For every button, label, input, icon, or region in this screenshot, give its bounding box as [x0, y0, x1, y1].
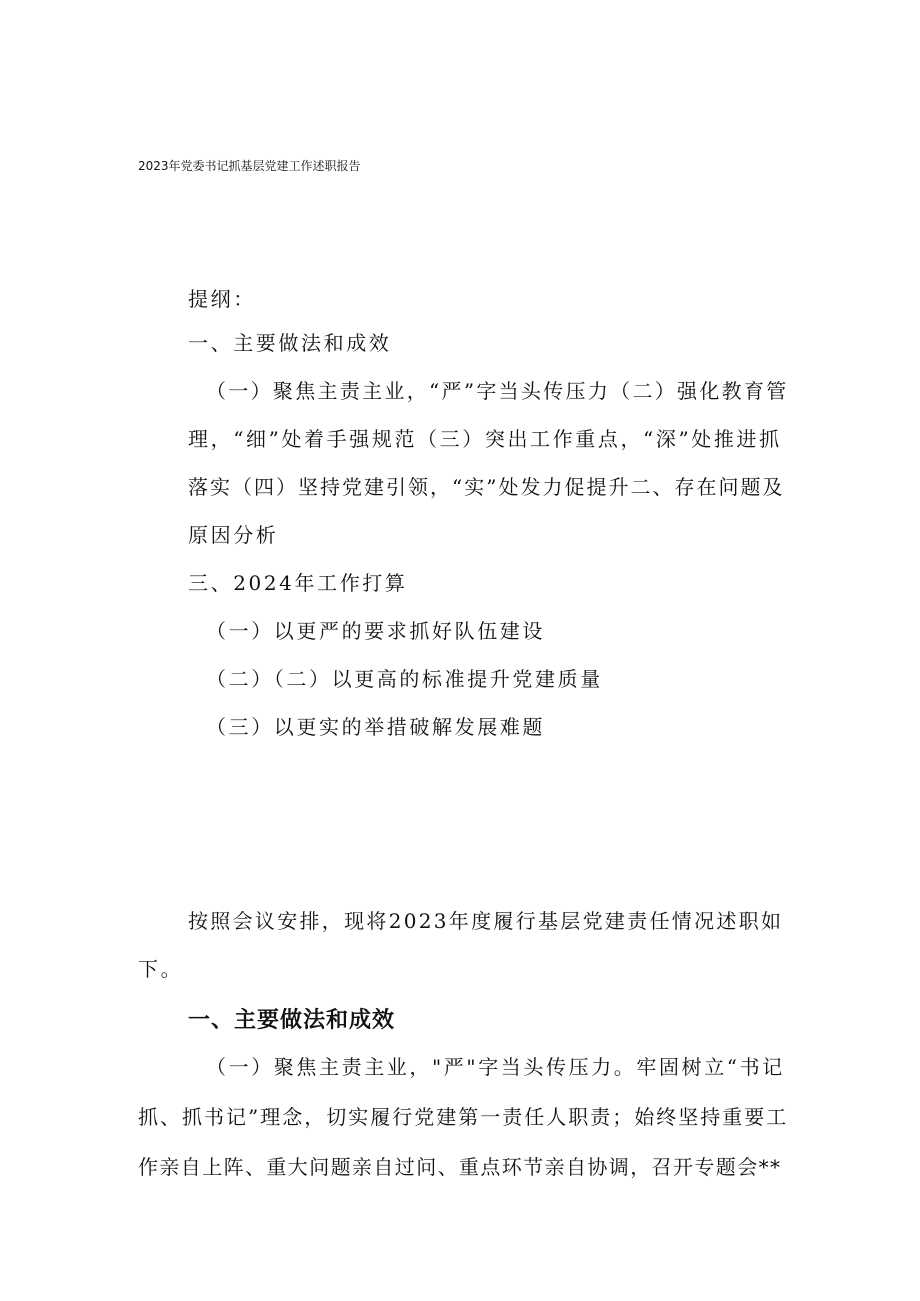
- outline-section-3-item: （一）以更严的要求抓好队伍建设: [206, 619, 545, 643]
- intro-line: 按照会议安排，现将2023年度履行基层党建责任情况述职如: [188, 909, 784, 933]
- intro-line: 下。: [138, 957, 184, 981]
- section-heading-1: 一、主要做法和成效: [188, 1008, 396, 1033]
- outline-section-3-item: （二）（二）以更高的标准提升党建质量: [206, 667, 603, 691]
- outline-section-1-line: 理，“细”处着手强规范（三）突出工作重点，“深”处推进抓: [188, 427, 782, 451]
- document-title: 2023年党委书记抓基层党建工作述职报告: [138, 159, 361, 173]
- outline-section-3-item: （三）以更实的举措破解发展难题: [206, 715, 545, 739]
- outline-section-3: 三、2024年工作打算: [188, 571, 408, 595]
- outline-label: 提纲：: [188, 287, 256, 311]
- outline-section-1-line: 原因分析: [188, 523, 279, 547]
- outline-section-1-line: （一）聚焦主责主业，“严”字当头传压力（二）强化教育管: [206, 379, 789, 403]
- paragraph-line: 作亲自上阵、重大问题亲自过问、重点环节亲自协调，召开专题会**: [138, 1155, 782, 1179]
- outline-section-1-line: 落实（四）坚持党建引领，“实”处发力促提升二、存在问题及: [188, 475, 785, 499]
- paragraph-line: 抓、抓书记”理念，切实履行党建第一责任人职责；始终坚持重要工: [138, 1105, 789, 1129]
- paragraph-line: （一）聚焦主责主业，"严"字当头传压力。牢固树立“书记: [206, 1055, 785, 1079]
- outline-section-1: 一、主要做法和成效: [188, 331, 392, 355]
